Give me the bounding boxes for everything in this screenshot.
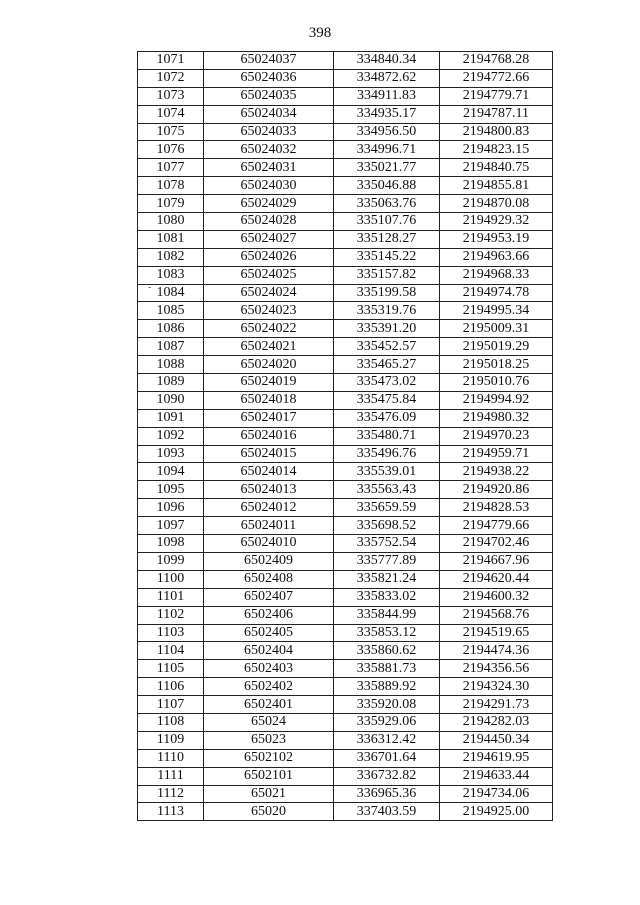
x-coordinate-cell: 337403.59 bbox=[334, 803, 440, 821]
table-row bbox=[138, 177, 553, 195]
table-row bbox=[138, 481, 553, 499]
y-coordinate-cell: 2194870.08 bbox=[440, 195, 553, 213]
table-row bbox=[138, 570, 553, 588]
point-id-cell: 65024 bbox=[204, 713, 334, 731]
table-row bbox=[138, 141, 553, 159]
x-coordinate-cell: 335480.71 bbox=[334, 427, 440, 445]
y-coordinate-cell: 2194995.34 bbox=[440, 302, 553, 320]
x-coordinate-cell: 335929.06 bbox=[334, 713, 440, 731]
row-index-cell: 1087 bbox=[138, 338, 204, 356]
table-row bbox=[138, 356, 553, 374]
row-index-cell: 1100 bbox=[138, 570, 204, 588]
point-id-cell: 65024029 bbox=[204, 195, 334, 213]
table-row bbox=[138, 374, 553, 392]
table-row bbox=[138, 517, 553, 535]
point-id-cell: 65021 bbox=[204, 785, 334, 803]
row-index-cell: 1078 bbox=[138, 177, 204, 195]
y-coordinate-cell: 2194963.66 bbox=[440, 248, 553, 266]
table-row bbox=[138, 499, 553, 517]
table-row bbox=[138, 248, 553, 266]
x-coordinate-cell: 335465.27 bbox=[334, 356, 440, 374]
x-coordinate-cell: 335833.02 bbox=[334, 588, 440, 606]
y-coordinate-cell: 2194291.73 bbox=[440, 696, 553, 714]
point-id-cell: 6502101 bbox=[204, 767, 334, 785]
point-id-cell: 65024024 bbox=[204, 284, 334, 302]
table-row bbox=[138, 69, 553, 87]
y-coordinate-cell: 2194855.81 bbox=[440, 177, 553, 195]
table-row bbox=[138, 302, 553, 320]
row-index-cell: 1108 bbox=[138, 713, 204, 731]
table-row bbox=[138, 785, 553, 803]
x-coordinate-cell: 335821.24 bbox=[334, 570, 440, 588]
row-index-cell: 1111 bbox=[138, 767, 204, 785]
y-coordinate-cell: 2194840.75 bbox=[440, 159, 553, 177]
point-id-cell: 6502409 bbox=[204, 552, 334, 570]
x-coordinate-cell: 335452.57 bbox=[334, 338, 440, 356]
y-coordinate-cell: 2194959.71 bbox=[440, 445, 553, 463]
point-id-cell: 65024011 bbox=[204, 517, 334, 535]
point-id-cell: 65024017 bbox=[204, 409, 334, 427]
y-coordinate-cell: 2195018.25 bbox=[440, 356, 553, 374]
x-coordinate-cell: 335063.76 bbox=[334, 195, 440, 213]
table-row bbox=[138, 660, 553, 678]
point-id-cell: 65024015 bbox=[204, 445, 334, 463]
point-id-cell: 65024035 bbox=[204, 87, 334, 105]
point-id-cell: 6502404 bbox=[204, 642, 334, 660]
row-index-cell: 1102 bbox=[138, 606, 204, 624]
row-index-cell: 1101 bbox=[138, 588, 204, 606]
y-coordinate-cell: 2194800.83 bbox=[440, 123, 553, 141]
row-index-cell: 1099 bbox=[138, 552, 204, 570]
x-coordinate-cell: 335698.52 bbox=[334, 517, 440, 535]
row-index-cell: 1074 bbox=[138, 105, 204, 123]
table-row bbox=[138, 159, 553, 177]
x-coordinate-cell: 335475.84 bbox=[334, 391, 440, 409]
x-coordinate-cell: 335496.76 bbox=[334, 445, 440, 463]
y-coordinate-cell: 2194925.00 bbox=[440, 803, 553, 821]
y-coordinate-cell: 2194734.06 bbox=[440, 785, 553, 803]
x-coordinate-cell: 335107.76 bbox=[334, 213, 440, 231]
row-index-cell: 1071 bbox=[138, 52, 204, 70]
y-coordinate-cell: 2194787.11 bbox=[440, 105, 553, 123]
table-row bbox=[138, 391, 553, 409]
y-coordinate-cell: 2195010.76 bbox=[440, 374, 553, 392]
x-coordinate-cell: 335199.58 bbox=[334, 284, 440, 302]
point-id-cell: 65024020 bbox=[204, 356, 334, 374]
row-index-cell: 1082 bbox=[138, 248, 204, 266]
x-coordinate-cell: 335128.27 bbox=[334, 230, 440, 248]
x-coordinate-cell: 336701.64 bbox=[334, 749, 440, 767]
x-coordinate-cell: 334935.17 bbox=[334, 105, 440, 123]
point-id-cell: 6502102 bbox=[204, 749, 334, 767]
point-id-cell: 65024019 bbox=[204, 374, 334, 392]
table-row bbox=[138, 320, 553, 338]
coordinates-table bbox=[137, 51, 553, 821]
point-id-cell: 65024028 bbox=[204, 213, 334, 231]
y-coordinate-cell: 2194600.32 bbox=[440, 588, 553, 606]
table-row bbox=[138, 445, 553, 463]
y-coordinate-cell: 2194519.65 bbox=[440, 624, 553, 642]
x-coordinate-cell: 334956.50 bbox=[334, 123, 440, 141]
table-row bbox=[138, 678, 553, 696]
point-id-cell: 65024022 bbox=[204, 320, 334, 338]
row-index-cell: 1105 bbox=[138, 660, 204, 678]
point-id-cell: 65024034 bbox=[204, 105, 334, 123]
x-coordinate-cell: 335145.22 bbox=[334, 248, 440, 266]
x-coordinate-cell: 334840.34 bbox=[334, 52, 440, 70]
y-coordinate-cell: 2194968.33 bbox=[440, 266, 553, 284]
point-id-cell: 6502408 bbox=[204, 570, 334, 588]
table-row bbox=[138, 552, 553, 570]
point-id-cell: 6502405 bbox=[204, 624, 334, 642]
row-index-cell: 1092 bbox=[138, 427, 204, 445]
row-index-cell: 1112 bbox=[138, 785, 204, 803]
table-row bbox=[138, 338, 553, 356]
table-row bbox=[138, 409, 553, 427]
point-id-cell: 65024018 bbox=[204, 391, 334, 409]
x-coordinate-cell: 335539.01 bbox=[334, 463, 440, 481]
x-coordinate-cell: 335563.43 bbox=[334, 481, 440, 499]
x-coordinate-cell: 335844.99 bbox=[334, 606, 440, 624]
row-index-cell: 1093 bbox=[138, 445, 204, 463]
x-coordinate-cell: 335319.76 bbox=[334, 302, 440, 320]
point-id-cell: 65023 bbox=[204, 731, 334, 749]
y-coordinate-cell: 2194620.44 bbox=[440, 570, 553, 588]
y-coordinate-cell: 2194828.53 bbox=[440, 499, 553, 517]
x-coordinate-cell: 335157.82 bbox=[334, 266, 440, 284]
y-coordinate-cell: 2194929.32 bbox=[440, 213, 553, 231]
row-index-cell: 1088 bbox=[138, 356, 204, 374]
table-row bbox=[138, 749, 553, 767]
x-coordinate-cell: 335853.12 bbox=[334, 624, 440, 642]
x-coordinate-cell: 335881.73 bbox=[334, 660, 440, 678]
x-coordinate-cell: 336965.36 bbox=[334, 785, 440, 803]
x-coordinate-cell: 335777.89 bbox=[334, 552, 440, 570]
table-row bbox=[138, 427, 553, 445]
y-coordinate-cell: 2194938.22 bbox=[440, 463, 553, 481]
y-coordinate-cell: 2194619.95 bbox=[440, 749, 553, 767]
y-coordinate-cell: 2194667.96 bbox=[440, 552, 553, 570]
y-coordinate-cell: 2194970.23 bbox=[440, 427, 553, 445]
y-coordinate-cell: 2194568.76 bbox=[440, 606, 553, 624]
point-id-cell: 65024016 bbox=[204, 427, 334, 445]
x-coordinate-cell: 335920.08 bbox=[334, 696, 440, 714]
table-row bbox=[138, 266, 553, 284]
x-coordinate-cell: 335473.02 bbox=[334, 374, 440, 392]
table-row bbox=[138, 230, 553, 248]
row-index-cell: 1110 bbox=[138, 749, 204, 767]
row-index-cell: 1085 bbox=[138, 302, 204, 320]
row-index-cell: 1104 bbox=[138, 642, 204, 660]
row-index-cell: 1081 bbox=[138, 230, 204, 248]
x-coordinate-cell: 336732.82 bbox=[334, 767, 440, 785]
x-coordinate-cell: 335889.92 bbox=[334, 678, 440, 696]
row-index-cell: 1086 bbox=[138, 320, 204, 338]
y-coordinate-cell: 2194282.03 bbox=[440, 713, 553, 731]
table-row bbox=[138, 713, 553, 731]
y-coordinate-cell: 2194702.46 bbox=[440, 535, 553, 553]
point-id-cell: 65024014 bbox=[204, 463, 334, 481]
table-row bbox=[138, 213, 553, 231]
y-coordinate-cell: 2194994.92 bbox=[440, 391, 553, 409]
y-coordinate-cell: 2194474.36 bbox=[440, 642, 553, 660]
row-index-cell: 1091 bbox=[138, 409, 204, 427]
y-coordinate-cell: 2194823.15 bbox=[440, 141, 553, 159]
table-row bbox=[138, 606, 553, 624]
table-row bbox=[138, 624, 553, 642]
table-row bbox=[138, 803, 553, 821]
row-index-cell: 1090 bbox=[138, 391, 204, 409]
point-id-cell: 6502402 bbox=[204, 678, 334, 696]
x-coordinate-cell: 335046.88 bbox=[334, 177, 440, 195]
y-coordinate-cell: 2194356.56 bbox=[440, 660, 553, 678]
row-index-cell: 1097 bbox=[138, 517, 204, 535]
x-coordinate-cell: 336312.42 bbox=[334, 731, 440, 749]
x-coordinate-cell: 334996.71 bbox=[334, 141, 440, 159]
y-coordinate-cell: 2194772.66 bbox=[440, 69, 553, 87]
coordinates-table-body bbox=[138, 52, 553, 821]
y-coordinate-cell: 2194450.34 bbox=[440, 731, 553, 749]
row-index-cell: 1080 bbox=[138, 213, 204, 231]
point-id-cell: 65024027 bbox=[204, 230, 334, 248]
x-coordinate-cell: 334872.62 bbox=[334, 69, 440, 87]
x-coordinate-cell: 335752.54 bbox=[334, 535, 440, 553]
y-coordinate-cell: 2194974.78 bbox=[440, 284, 553, 302]
point-id-cell: 65024025 bbox=[204, 266, 334, 284]
table-row bbox=[138, 195, 553, 213]
table-row bbox=[138, 731, 553, 749]
point-id-cell: 65024023 bbox=[204, 302, 334, 320]
row-index-cell: 1076 bbox=[138, 141, 204, 159]
y-coordinate-cell: 2194779.71 bbox=[440, 87, 553, 105]
stray-mark: - bbox=[148, 282, 152, 293]
row-index-cell: 1089 bbox=[138, 374, 204, 392]
y-coordinate-cell: 2195019.29 bbox=[440, 338, 553, 356]
y-coordinate-cell: 2194953.19 bbox=[440, 230, 553, 248]
table-row bbox=[138, 696, 553, 714]
table-row bbox=[138, 105, 553, 123]
y-coordinate-cell: 2194768.28 bbox=[440, 52, 553, 70]
row-index-cell: 1107 bbox=[138, 696, 204, 714]
point-id-cell: 65024031 bbox=[204, 159, 334, 177]
y-coordinate-cell: 2194324.30 bbox=[440, 678, 553, 696]
point-id-cell: 6502406 bbox=[204, 606, 334, 624]
table-row bbox=[138, 642, 553, 660]
row-index-cell: 1079 bbox=[138, 195, 204, 213]
point-id-cell: 65020 bbox=[204, 803, 334, 821]
y-coordinate-cell: 2194779.66 bbox=[440, 517, 553, 535]
table-row bbox=[138, 284, 553, 302]
point-id-cell: 65024030 bbox=[204, 177, 334, 195]
page-number: 398 bbox=[308, 25, 332, 41]
y-coordinate-cell: 2195009.31 bbox=[440, 320, 553, 338]
y-coordinate-cell: 2194980.32 bbox=[440, 409, 553, 427]
point-id-cell: 65024010 bbox=[204, 535, 334, 553]
table-row bbox=[138, 767, 553, 785]
point-id-cell: 65024021 bbox=[204, 338, 334, 356]
x-coordinate-cell: 334911.83 bbox=[334, 87, 440, 105]
table-row bbox=[138, 87, 553, 105]
row-index-cell: 1075 bbox=[138, 123, 204, 141]
table-row bbox=[138, 123, 553, 141]
x-coordinate-cell: 335391.20 bbox=[334, 320, 440, 338]
point-id-cell: 65024033 bbox=[204, 123, 334, 141]
row-index-cell: 1109 bbox=[138, 731, 204, 749]
point-id-cell: 65024012 bbox=[204, 499, 334, 517]
row-index-cell: 1095 bbox=[138, 481, 204, 499]
y-coordinate-cell: 2194920.86 bbox=[440, 481, 553, 499]
point-id-cell: 65024036 bbox=[204, 69, 334, 87]
row-index-cell: 1103 bbox=[138, 624, 204, 642]
row-index-cell: 1084 bbox=[138, 284, 204, 302]
table-row bbox=[138, 52, 553, 70]
table-row bbox=[138, 463, 553, 481]
point-id-cell: 65024026 bbox=[204, 248, 334, 266]
table-row bbox=[138, 588, 553, 606]
point-id-cell: 65024032 bbox=[204, 141, 334, 159]
row-index-cell: 1094 bbox=[138, 463, 204, 481]
point-id-cell: 6502403 bbox=[204, 660, 334, 678]
row-index-cell: 1072 bbox=[138, 69, 204, 87]
x-coordinate-cell: 335476.09 bbox=[334, 409, 440, 427]
row-index-cell: 1113 bbox=[138, 803, 204, 821]
point-id-cell: 6502407 bbox=[204, 588, 334, 606]
point-id-cell: 6502401 bbox=[204, 696, 334, 714]
row-index-cell: 1106 bbox=[138, 678, 204, 696]
row-index-cell: 1083 bbox=[138, 266, 204, 284]
row-index-cell: 1098 bbox=[138, 535, 204, 553]
row-index-cell: 1073 bbox=[138, 87, 204, 105]
x-coordinate-cell: 335659.59 bbox=[334, 499, 440, 517]
table-row bbox=[138, 535, 553, 553]
point-id-cell: 65024037 bbox=[204, 52, 334, 70]
point-id-cell: 65024013 bbox=[204, 481, 334, 499]
x-coordinate-cell: 335021.77 bbox=[334, 159, 440, 177]
row-index-cell: 1077 bbox=[138, 159, 204, 177]
x-coordinate-cell: 335860.62 bbox=[334, 642, 440, 660]
row-index-cell: 1096 bbox=[138, 499, 204, 517]
y-coordinate-cell: 2194633.44 bbox=[440, 767, 553, 785]
